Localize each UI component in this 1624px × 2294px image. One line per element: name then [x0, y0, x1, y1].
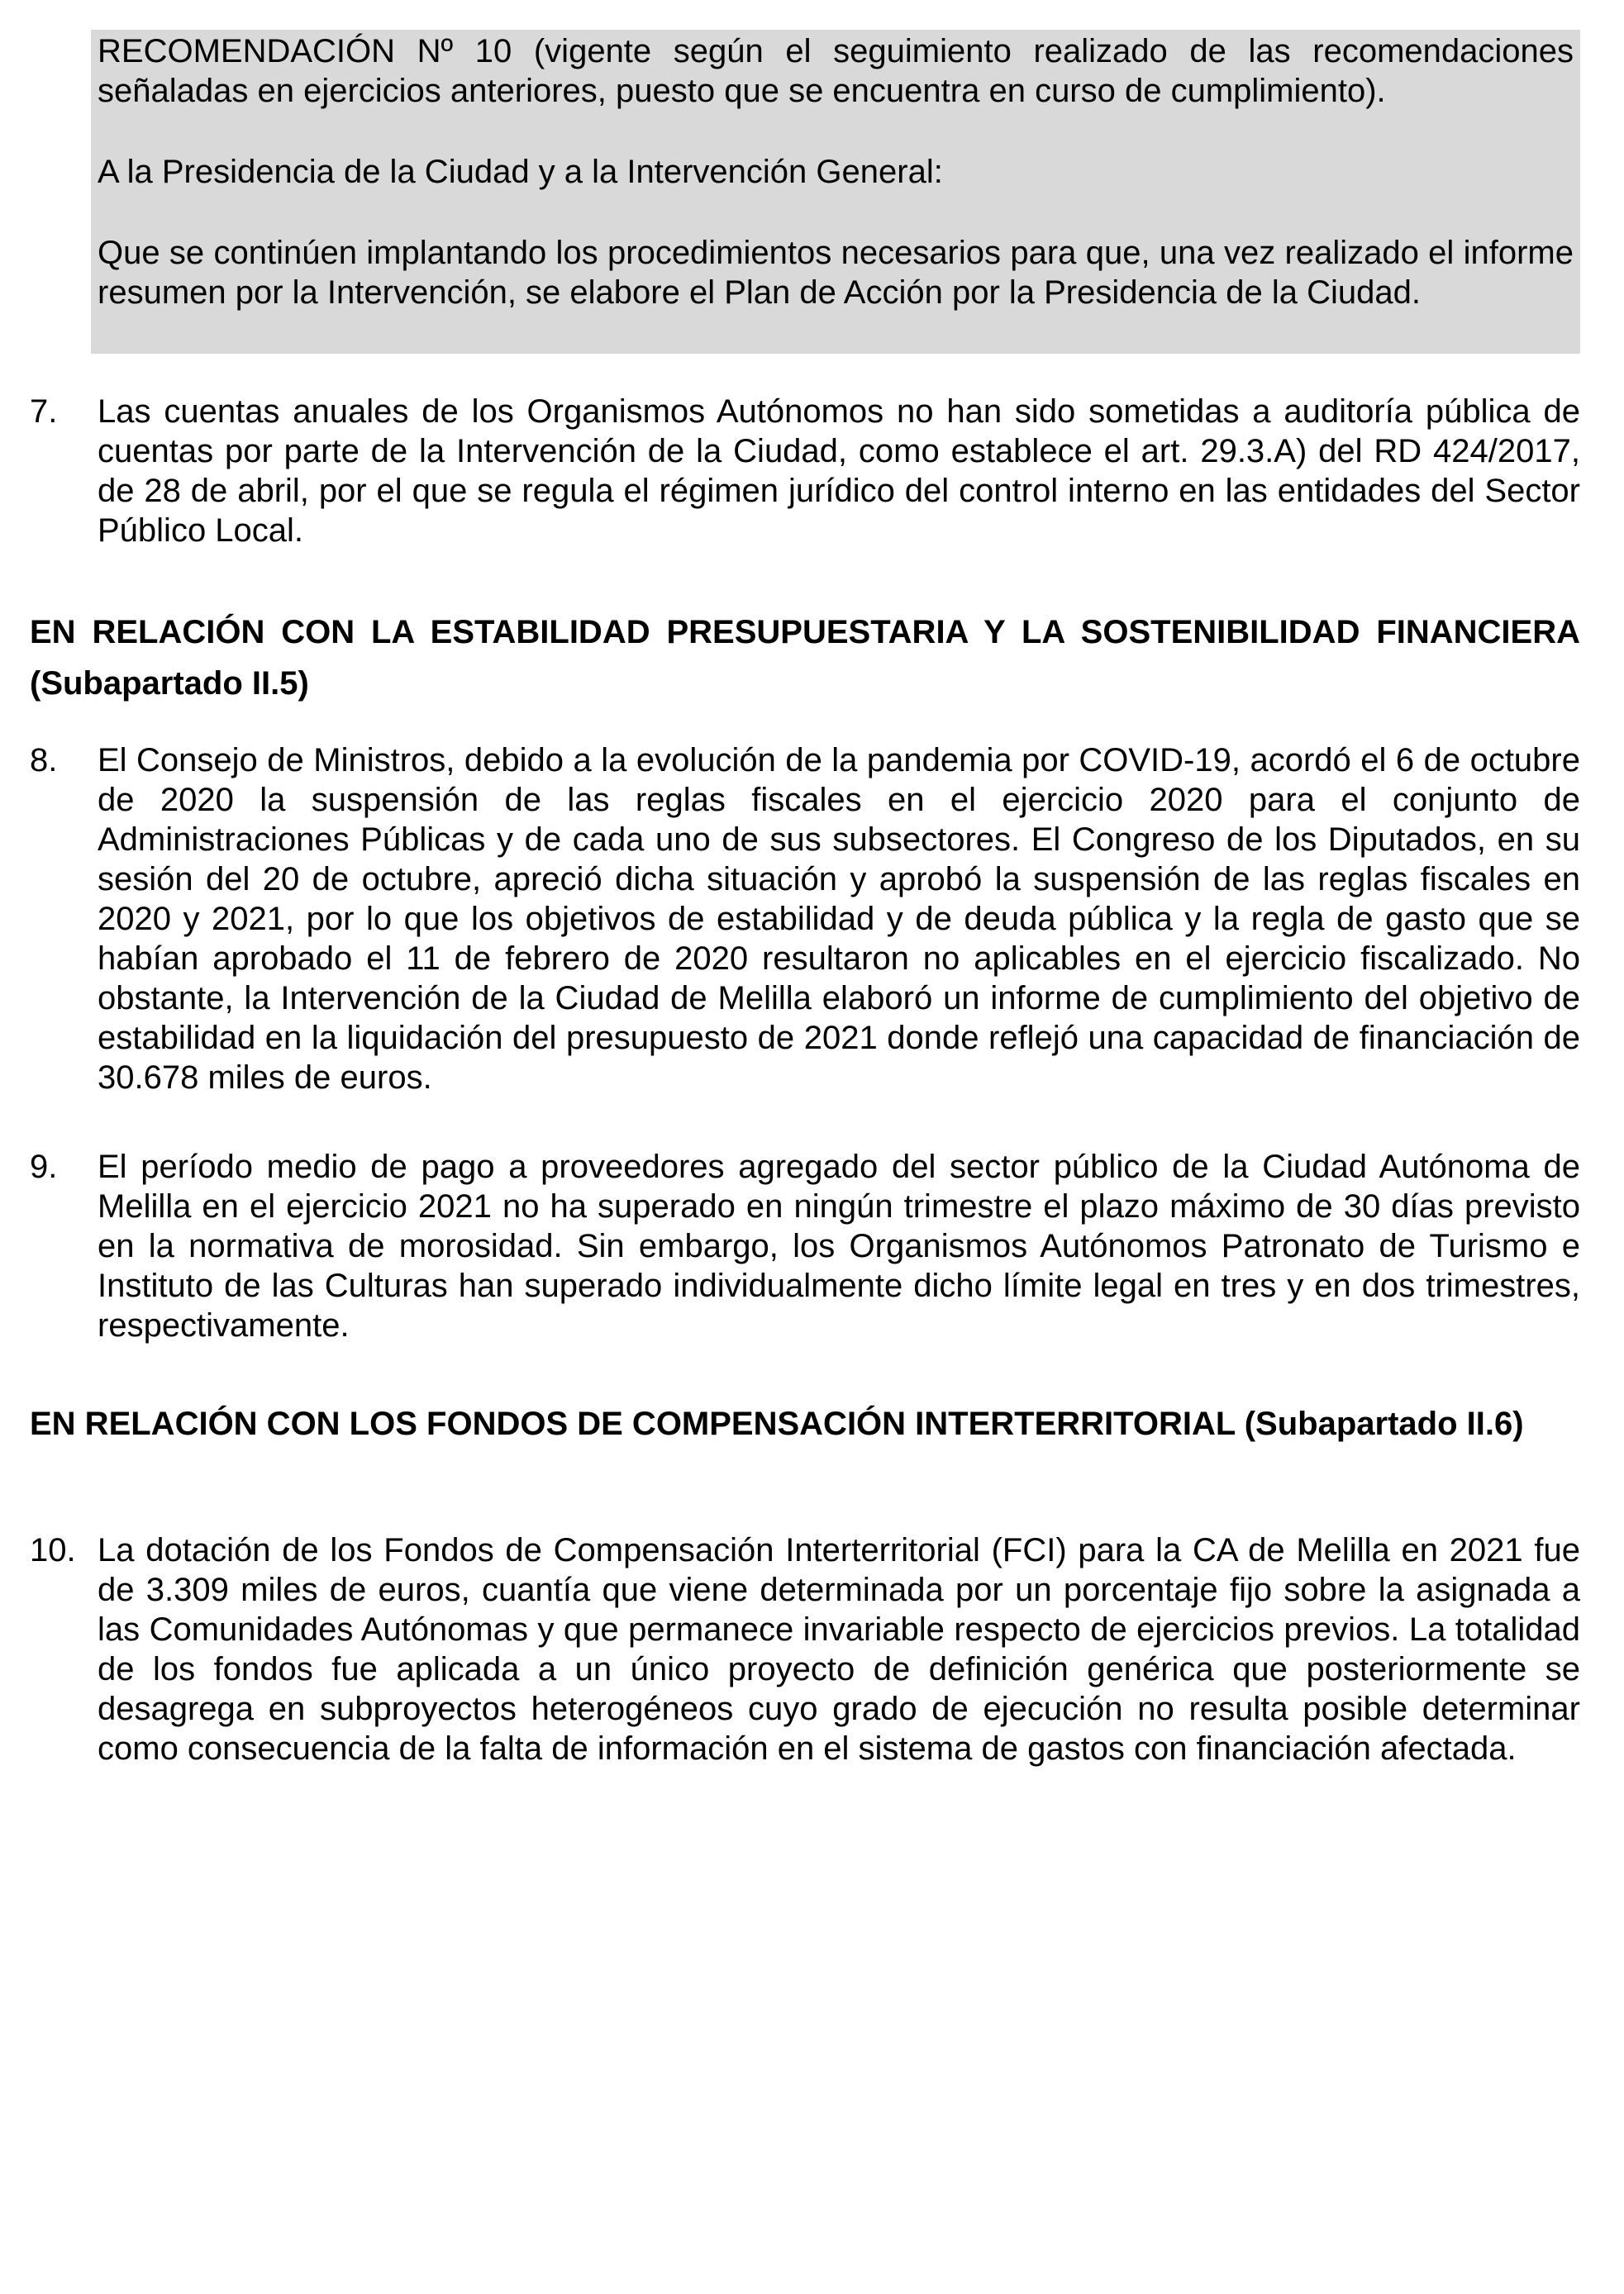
item-number: 10.: [30, 1532, 76, 1568]
section-heading-funds: EN RELACIÓN CON LOS FONDOS DE COMPENSACIÓN INTERTERRITORIAL (Subapartado II.6): [30, 1406, 1524, 1442]
item-text: Las cuentas anuales de los Organismos Autónomos no han sido sometidas a auditoría pública de cuentas por parte de la Intervención de la Ciudad, como establece el art. 29.3.A) del RD 424/2017, de 28 de abril, por el que se regula el régimen jurídico del control interno en las entidades del Sector Público Local.: [98, 393, 1580, 549]
item-text: El período medio de pago a proveedores agregado del sector público de la Ciudad Autónoma de Melilla en el ejercicio 2021 no ha superado en ningún trimestre el plazo máximo de 30 días previsto en la normativa de morosidad. Sin embargo, los Organismos Autónomos Patronato de Turismo e Instituto de las Culturas han superado individualmente dicho límite legal en tres y en dos trimestres, respectivamente.: [98, 1149, 1580, 1344]
item-number: 8.: [30, 742, 58, 778]
recommendation-title: RECOMENDACIÓN Nº 10 (vigente según el seguimiento realizado de las recomendaciones señaladas en ejercicios anteriores, puesto que se encuentra en curso de cumplimiento).: [98, 33, 1574, 109]
item-number: 7.: [30, 393, 58, 430]
section-heading-stability: EN RELACIÓN CON LA ESTABILIDAD PRESUPUESTARIA Y LA SOSTENIBILIDAD FINANCIERA (Subapartado II.5): [30, 614, 1580, 702]
item-text: El Consejo de Ministros, debido a la evolución de la pandemia por COVID-19, acordó el 6 de octubre de 2020 la suspensión de las reglas fiscales en el ejercicio 2020 para el conjunto de Administraciones Públicas y de cada uno de sus subsectores. El Congreso de los Diputados, en su sesión del 20 de octubre, apreció dicha situación y aprobó la suspensión de las reglas fiscales en 2020 y 2021, por lo que los objetivos de estabilidad y de deuda pública y la regla de gasto que se habían aprobado el 11 de febrero de 2020 resultaron no aplicables en el ejercicio fiscalizado. No obstante, la Intervención de la Ciudad de Melilla elaboró un informe de cumplimiento del objetivo de estabilidad en la liquidación del presupuesto de 2021 donde reflejó una capacidad de financiación de 30.678 miles de euros.: [98, 742, 1580, 1096]
recommendation-body: Que se continúen implantando los procedimientos necesarios para que, una vez realizado el informe resumen por la Intervención, se elabore el Plan de Acción por la Presidencia de la Ciudad.: [98, 235, 1574, 311]
recommendation-addressee: A la Presidencia de la Ciudad y a la Intervención General:: [98, 154, 943, 190]
item-text: La dotación de los Fondos de Compensación Interterritorial (FCI) para la CA de Melilla en 2021 fue de 3.309 miles de euros, cuantía que viene determinada por un porcentaje fijo sobre la asignada a las Comunidades Autónomas y que permanece invariable respecto de ejercicios previos. La totalidad de los fondos fue aplicada a un único proyecto de definición genérica que posteriormente se desagrega en subproyectos heterogéneos cuyo grado de ejecución no resulta posible determinar como consecuencia de la falta de información en el sistema de gastos con financiación afectada.: [98, 1532, 1580, 1767]
item-number: 9.: [30, 1149, 58, 1185]
